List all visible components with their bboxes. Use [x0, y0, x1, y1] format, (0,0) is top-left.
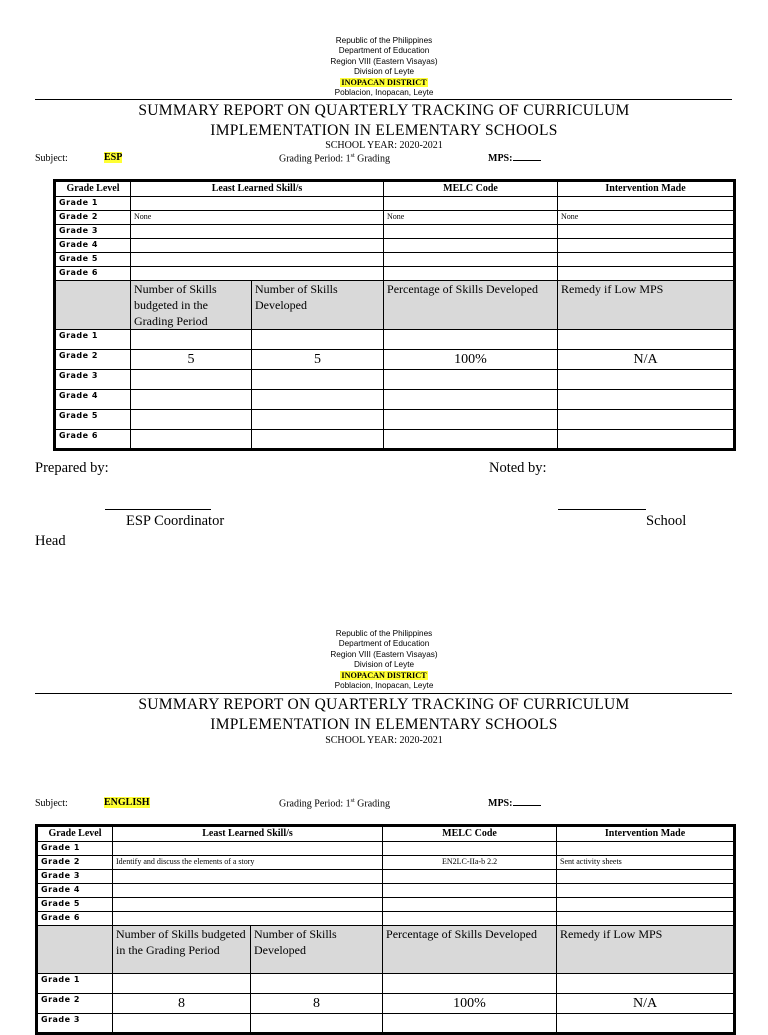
table-cell: 5: [131, 350, 252, 370]
table-row: [55, 410, 735, 430]
mps-field: MPS:: [488, 153, 541, 164]
table-cell: [384, 197, 558, 211]
grade-level-cell: Grade 4: [55, 390, 131, 410]
table-cell: [384, 253, 558, 267]
table-cell: [557, 974, 735, 994]
table-cell: 100%: [383, 994, 557, 1014]
col-least-learned: Least Learned Skill/s: [113, 826, 383, 842]
header-republic: Republic of the Philippines: [335, 36, 433, 45]
table-cell: [251, 974, 383, 994]
subject-label: Subject:: [35, 153, 68, 164]
subject-value: ENGLISH: [104, 797, 150, 808]
table-cell: [384, 239, 558, 253]
table-cell: [384, 430, 558, 450]
table-row: [55, 370, 735, 390]
table-row: [37, 856, 735, 870]
table-cell: N/A: [557, 994, 735, 1014]
table-cell: [131, 430, 252, 450]
table-row: [55, 253, 735, 267]
table-cell: [131, 410, 252, 430]
col-pct-developed: Percentage of Skills Developed: [383, 926, 557, 974]
title-line-1: SUMMARY REPORT ON QUARTERLY TRACKING OF CURRICULUM: [138, 696, 630, 713]
grade-level-cell: Grade 5: [55, 253, 131, 267]
title-line-2: IMPLEMENTATION IN ELEMENTARY SCHOOLS: [210, 716, 558, 733]
grade-level-cell: Grade 1: [55, 197, 131, 211]
table-cell: 100%: [384, 350, 558, 370]
table-row: [37, 912, 735, 926]
table-row: [37, 870, 735, 884]
table-cell: [252, 390, 384, 410]
table-cell: [558, 197, 735, 211]
table-row: [37, 842, 735, 856]
report-table-english: [35, 824, 736, 1035]
grade-level-cell: Grade 5: [37, 898, 113, 912]
table-cell: [557, 898, 735, 912]
table-row: [55, 211, 735, 225]
grade-level-cell: Grade 6: [55, 430, 131, 450]
table-cell: [383, 974, 557, 994]
table-cell: [384, 330, 558, 350]
table-cell: [384, 390, 558, 410]
grade-level-cell: Grade 1: [37, 974, 113, 994]
grade-level-cell: Grade 4: [37, 884, 113, 898]
table-subheader-row: [55, 281, 735, 330]
table-row: [55, 239, 735, 253]
header-department: Department of Education: [338, 46, 430, 56]
table-cell: None: [558, 211, 735, 225]
table-cell: None: [131, 211, 384, 225]
col-grade-level: Grade Level: [37, 826, 113, 842]
table-row: [55, 350, 735, 370]
col-melc-code: MELC Code: [383, 826, 557, 842]
table-cell: [252, 330, 384, 350]
table-cell: [55, 281, 131, 330]
title-line-2: IMPLEMENTATION IN ELEMENTARY SCHOOLS: [210, 122, 558, 139]
grading-period: Grading Period: 1st Grading: [279, 798, 390, 810]
table-cell: [384, 267, 558, 281]
table-cell: [383, 898, 557, 912]
subject-value: ESP: [104, 152, 123, 163]
header-rule: [35, 99, 732, 100]
header-department: Department of Education: [338, 639, 430, 649]
table-header-row: [37, 826, 735, 842]
grade-level-cell: Grade 2: [55, 350, 131, 370]
school-year: SCHOOL YEAR: 2020-2021: [325, 735, 443, 746]
grade-level-cell: Grade 2: [37, 856, 113, 870]
col-num-budgeted: Number of Skills budgeted in the Grading Period: [113, 926, 251, 974]
table-header-row: [55, 181, 735, 197]
table-cell: [383, 842, 557, 856]
col-num-developed: Number of Skills Developed: [252, 281, 384, 330]
table-cell: [558, 370, 735, 390]
col-num-budgeted: Number of Skills budgeted in the Grading Period: [131, 281, 252, 330]
table-cell: [383, 884, 557, 898]
grading-period: Grading Period: 1st Grading: [279, 153, 390, 165]
grade-level-cell: Grade 5: [55, 410, 131, 430]
letterhead: [0, 629, 768, 691]
school-label: School: [646, 513, 687, 529]
table-cell: Identify and discuss the elements of a story: [113, 856, 383, 870]
prepared-by-label: Prepared by:: [35, 460, 109, 476]
table-cell: 8: [113, 994, 251, 1014]
table-cell: [558, 267, 735, 281]
header-division: Division of Leyte: [353, 660, 415, 670]
table-cell: [558, 239, 735, 253]
table-cell: [557, 870, 735, 884]
grade-level-cell: Grade 2: [37, 994, 113, 1014]
table-row: [55, 430, 735, 450]
table-cell: [131, 390, 252, 410]
grade-level-cell: Grade 1: [55, 330, 131, 350]
table-row: [55, 267, 735, 281]
table-row: [55, 330, 735, 350]
table-cell: [131, 225, 384, 239]
table-cell: [558, 390, 735, 410]
table-cell: 5: [252, 350, 384, 370]
table-cell: [131, 330, 252, 350]
table-cell: [113, 842, 383, 856]
grade-level-cell: Grade 3: [55, 225, 131, 239]
header-division: Division of Leyte: [353, 67, 415, 77]
col-least-learned: Least Learned Skill/s: [131, 181, 384, 197]
table-row: [37, 884, 735, 898]
table-cell: [558, 225, 735, 239]
table-cell: EN2LC-IIa-b 2.2: [383, 856, 557, 870]
signature-line-coordinator: [105, 509, 211, 510]
signature-line-school-head: [558, 509, 646, 510]
table-cell: [252, 370, 384, 390]
grade-level-cell: Grade 4: [55, 239, 131, 253]
head-label: Head: [35, 533, 66, 549]
header-address: Poblacion, Inopacan, Leyte: [334, 681, 434, 691]
table-cell: [131, 253, 384, 267]
col-intervention: Intervention Made: [557, 826, 735, 842]
noted-by-label: Noted by:: [489, 460, 547, 476]
table-cell: [252, 410, 384, 430]
table-cell: None: [384, 211, 558, 225]
header-district: INOPACAN DISTRICT: [341, 77, 427, 87]
table-cell: [383, 870, 557, 884]
header-district: INOPACAN DISTRICT: [341, 670, 427, 680]
table-cell: [131, 370, 252, 390]
table-cell: [558, 253, 735, 267]
table-cell: [131, 197, 384, 211]
table-cell: N/A: [558, 350, 735, 370]
table-row: [55, 225, 735, 239]
school-year: SCHOOL YEAR: 2020-2021: [325, 140, 443, 151]
table-cell: [558, 430, 735, 450]
table-cell: [384, 410, 558, 430]
table-row: [37, 974, 735, 994]
table-cell: [113, 898, 383, 912]
grade-level-cell: Grade 1: [37, 842, 113, 856]
header-address: Poblacion, Inopacan, Leyte: [334, 88, 434, 98]
mps-field: MPS:: [488, 798, 541, 809]
col-remedy: Remedy if Low MPS: [557, 926, 735, 974]
header-republic: Republic of the Philippines: [335, 629, 433, 638]
table-subheader-row: [37, 926, 735, 974]
table-row: [55, 197, 735, 211]
table-cell: [113, 884, 383, 898]
title-line-1: SUMMARY REPORT ON QUARTERLY TRACKING OF CURRICULUM: [138, 102, 630, 119]
table-cell: [557, 884, 735, 898]
table-cell: Sent activity sheets: [557, 856, 735, 870]
report-table-esp: [53, 179, 736, 451]
table-cell: [131, 239, 384, 253]
table-row: [37, 898, 735, 912]
grade-level-cell: Grade 2: [55, 211, 131, 225]
esp-coordinator-label: ESP Coordinator: [126, 513, 225, 529]
table-cell: [131, 267, 384, 281]
col-melc-code: MELC Code: [384, 181, 558, 197]
col-intervention: Intervention Made: [558, 181, 735, 197]
grade-level-cell: Grade 6: [55, 267, 131, 281]
col-remedy: Remedy if Low MPS: [558, 281, 735, 330]
table-cell: [384, 225, 558, 239]
table-cell: [384, 370, 558, 390]
letterhead: [0, 36, 768, 98]
table-cell: [557, 842, 735, 856]
table-cell: [252, 430, 384, 450]
grade-level-cell: Grade 3: [55, 370, 131, 390]
table-cell: [557, 912, 735, 926]
table-cell: [558, 410, 735, 430]
table-row: [37, 994, 735, 1014]
table-cell: [383, 912, 557, 926]
table-row: [55, 390, 735, 410]
col-num-developed: Number of Skills Developed: [251, 926, 383, 974]
col-pct-developed: Percentage of Skills Developed: [384, 281, 558, 330]
table-cell: [113, 912, 383, 926]
report-title: [0, 101, 768, 141]
subject-label: Subject:: [35, 798, 68, 809]
table-cell: [113, 974, 251, 994]
table-cell: [558, 330, 735, 350]
col-grade-level: Grade Level: [55, 181, 131, 197]
table-cell: [37, 926, 113, 974]
header-rule: [35, 693, 732, 694]
grade-level-cell: Grade 3: [37, 870, 113, 884]
grade-level-cell: Grade 6: [37, 912, 113, 926]
header-region: Region VIII (Eastern Visayas): [330, 56, 438, 66]
table-cell: [113, 870, 383, 884]
grade-level-cell: Grade 3: [37, 1014, 113, 1034]
report-title: [0, 695, 768, 735]
header-region: Region VIII (Eastern Visayas): [330, 649, 438, 659]
table-cell: 8: [251, 994, 383, 1014]
